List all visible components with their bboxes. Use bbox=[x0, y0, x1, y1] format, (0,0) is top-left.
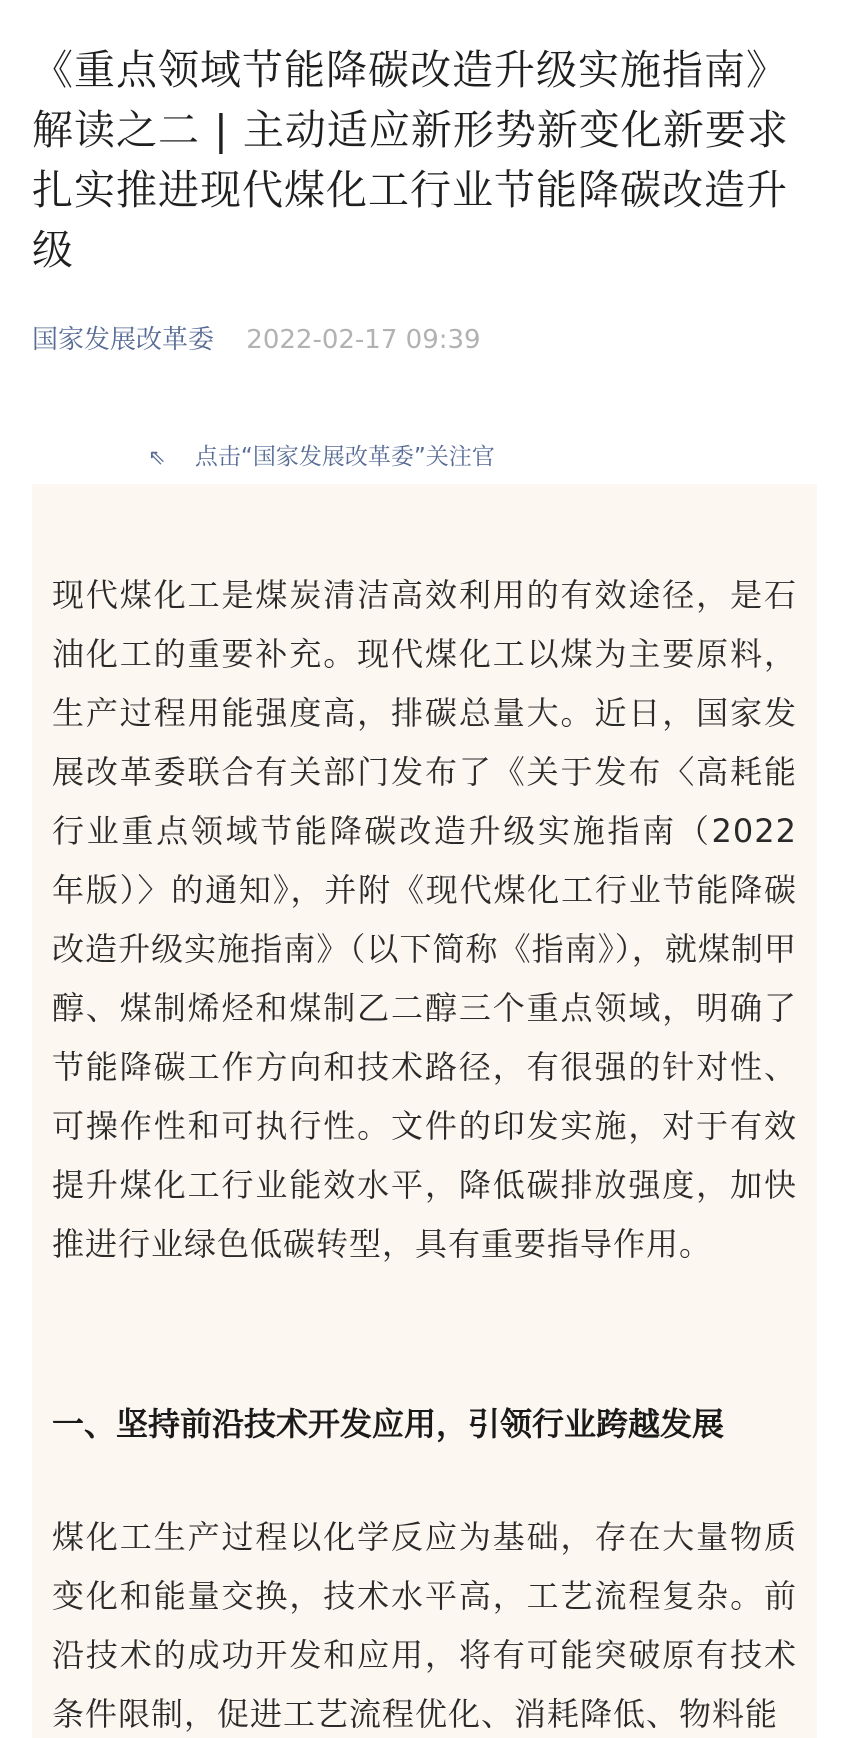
section-heading: 一、坚持前沿技术开发应用，引领行业跨越发展 bbox=[52, 1405, 725, 1443]
follow-tip-text: 点击“国家发展改革委”关注官 bbox=[194, 444, 495, 470]
paragraph-section-1: 煤化工生产过程以化学反应为基础，存在大量物质变化和能量交换，技术水平高，工艺流程复杂。前沿技术的成功开发和应用，将有可能突破原有技术条件限制，促进工艺流程优化、消耗降低、物料能 bbox=[52, 1518, 797, 1733]
arrow-up-left-icon: ⇖ bbox=[148, 445, 166, 469]
article-meta bbox=[32, 322, 481, 358]
follow-tip[interactable] bbox=[148, 441, 495, 473]
paragraph-intro: 现代煤化工是煤炭清洁高效利用的有效途径，是石油化工的重要补充。现代煤化工以煤为主要原料，生产过程用能强度高，排碳总量大。近日，国家发展改革委联合有关部门发布了《关于发布〈高耗能行业重点领域节能降碳改造升级实施指南（2022年版）〉的通知》，并附《现代煤化工行业节能降碳改造升级实施指南》（以下简称《指南》），就煤制甲醇、煤制烯烃和煤制乙二醇三个重点领域，明确了节能降碳工作方向和技术路径，有很强的针对性、可操作性和可执行性。文件的印发实施，对于有效提升煤化工行业能效水平，降低碳排放强度，加快推进行业绿色低碳转型，具有重要指导作用。 bbox=[52, 576, 797, 1263]
publish-date: 2022-02-17 09:39 bbox=[246, 325, 481, 355]
author-link[interactable]: 国家发展改革委 bbox=[32, 325, 215, 355]
article-title: 《重点领域节能降碳改造升级实施指南》解读之二 | 主动适应新形势新变化新要求 扎实推进现代煤化工行业节能降碳改造升级 bbox=[32, 46, 789, 274]
